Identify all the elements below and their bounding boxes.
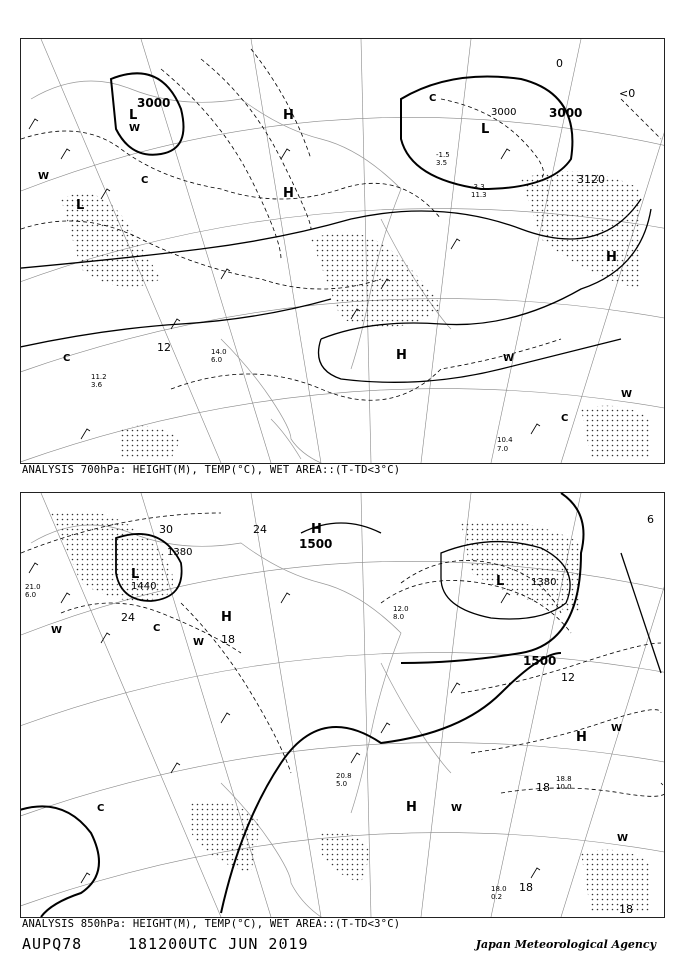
contour-label: 3000	[491, 107, 517, 118]
contour-label: 1440	[131, 581, 157, 592]
station-temp: 21.0	[25, 583, 41, 591]
isotherm-label: 18	[221, 633, 235, 646]
low-center: L	[496, 574, 505, 589]
isotherm-label: 30	[159, 523, 173, 536]
high-center: H	[606, 250, 617, 265]
isotherm-label: 12	[561, 671, 575, 684]
high-center: H	[396, 348, 407, 363]
contour-label: 1380	[531, 577, 557, 588]
station-temp: 14.0	[211, 348, 227, 356]
isotherm-label: 12	[157, 341, 171, 354]
cold-center: C	[429, 93, 437, 104]
contour-label: 1500	[523, 654, 557, 668]
low-center: L	[131, 567, 140, 582]
warm-center: W	[193, 637, 205, 648]
high-center: H	[283, 186, 294, 201]
warm-center: W	[38, 171, 50, 182]
station-dewpoint-depression: 3.5	[436, 159, 448, 167]
low-center: L	[481, 122, 490, 137]
product-code: AUPQ78	[22, 935, 83, 953]
warm-center: W	[451, 803, 463, 814]
isotherm-label: 18	[536, 781, 550, 794]
wind-barbs	[29, 563, 540, 883]
high-center: H	[406, 800, 417, 815]
warm-center: W	[129, 123, 141, 134]
cold-center: C	[63, 353, 71, 364]
isotherm-label: <0	[619, 87, 636, 100]
isotherm-label: 24	[121, 611, 135, 624]
cold-center: C	[561, 413, 569, 424]
contour-label: 3000	[137, 96, 171, 110]
low-center: L	[76, 198, 85, 213]
isotherm-label: 6	[647, 513, 654, 526]
station-dewpoint-depression: 3.6	[91, 381, 103, 389]
wet-areas	[51, 511, 651, 914]
station-temp: 20.8	[336, 772, 352, 780]
station-temp: 11.2	[91, 373, 107, 381]
cold-center: C	[153, 623, 161, 634]
low-center: L	[129, 108, 138, 123]
valid-time: 181200UTC JUN 2019	[128, 935, 309, 953]
station-dewpoint-depression: 10.0	[556, 783, 572, 791]
map-panel-700hpa	[20, 38, 665, 464]
caption-700hpa: ANALYSIS 700hPa: HEIGHT(M), TEMP(°C), WET AREA::(T-TD<3°C)	[22, 464, 401, 476]
isotherm-label: 18	[619, 903, 633, 916]
high-center: H	[311, 522, 322, 537]
station-temp: 10.4	[497, 436, 513, 444]
high-center: H	[221, 610, 232, 625]
map-850hpa-canvas	[21, 493, 664, 917]
contour-labels	[137, 96, 605, 186]
isotherm-label: 24	[253, 523, 267, 536]
station-temp: 12.0	[393, 605, 409, 613]
warm-center: W	[51, 625, 63, 636]
station-plots	[91, 151, 513, 453]
station-dewpoint-depression: 6.0	[25, 591, 37, 599]
map-panel-850hpa	[20, 492, 665, 918]
agency-name: Japan Meteorological Agency	[475, 938, 656, 951]
contour-label: 1500	[299, 537, 333, 551]
warm-center: W	[503, 353, 515, 364]
high-center: H	[576, 730, 587, 745]
station-dewpoint-depression: 5.0	[336, 780, 348, 788]
warm-center: W	[621, 389, 633, 400]
contour-label: 3120	[577, 173, 605, 186]
cold-center: C	[97, 803, 105, 814]
station-dewpoint-depression: 6.0	[211, 356, 223, 364]
contour-label: 1380	[167, 547, 193, 558]
station-dewpoint-depression: 8.0	[393, 613, 405, 621]
map-700hpa-canvas	[21, 39, 664, 463]
station-temp: -1.5	[436, 151, 450, 159]
station-temp: 18.0	[491, 885, 507, 893]
station-dewpoint-depression: 7.0	[497, 445, 509, 453]
station-temp: -3.3	[471, 183, 485, 191]
station-dewpoint-depression: 11.3	[471, 191, 487, 199]
warm-center: W	[611, 723, 623, 734]
isotherm-label: 18	[519, 881, 533, 894]
high-center: H	[283, 108, 294, 123]
caption-850hpa: ANALYSIS 850hPa: HEIGHT(M), TEMP(°C), WET AREA::(T-TD<3°C)	[22, 918, 401, 930]
isotherm-label: 0	[556, 57, 563, 70]
station-temp: 18.8	[556, 775, 572, 783]
warm-center: W	[617, 833, 629, 844]
cold-center: C	[141, 175, 149, 186]
station-dewpoint-depression: 0.2	[491, 893, 503, 901]
contour-label: 3000	[549, 106, 583, 120]
